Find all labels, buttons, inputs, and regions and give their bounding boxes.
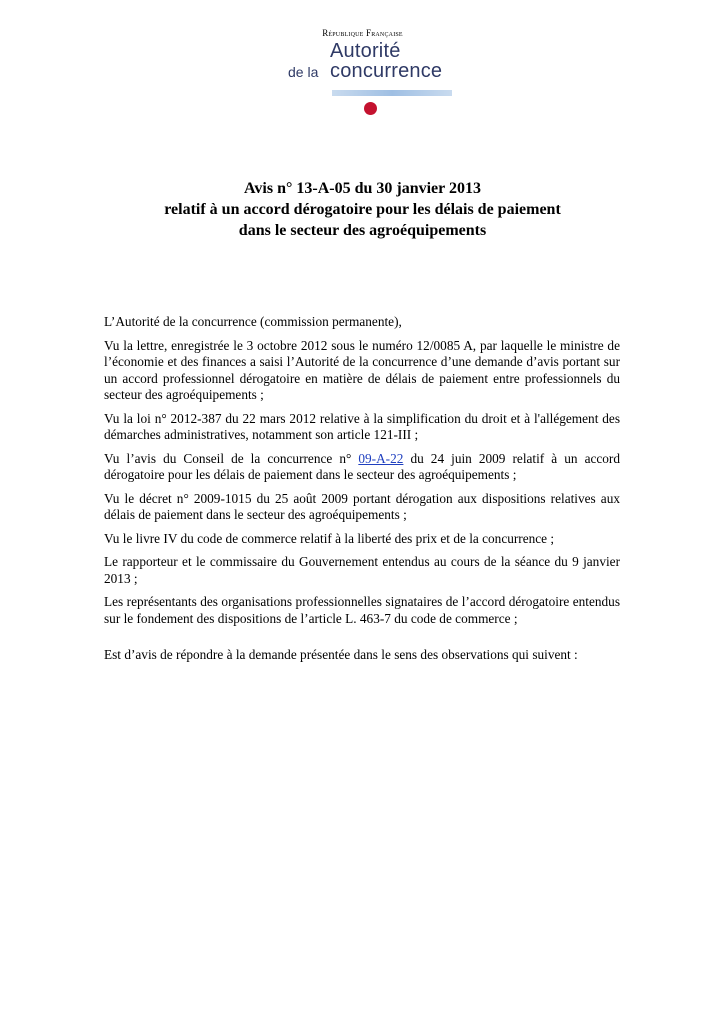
autorite-concurrence-logo — [280, 40, 460, 120]
logo-accent-bar — [332, 90, 452, 96]
document-title — [0, 178, 725, 241]
paragraph-vu-decret: Vu le décret n° 2009-1015 du 25 août 2009 portant dérogation aux dispositions relatives aux délais de paiement dans le secteur des agroéquipements ; — [104, 490, 620, 522]
title-line-2: relatif à un accord dérogatoire pour les délais de paiement — [164, 201, 561, 218]
paragraph-est-d-avis: Est d’avis de répondre à la demande présentée dans le sens des observations qui suivent : — [104, 647, 578, 662]
paragraph-rapporteur: Le rapporteur et le commissaire du Gouvernement entendus au cours de la séance du 9 janvier 2013 ; — [104, 554, 620, 586]
paragraph-vu-loi: Vu la loi n° 2012-387 du 22 mars 2012 relative à la simplification du droit et à l'allégement des démarches administratives, notamment son article 121-III ; — [104, 410, 620, 442]
document-body — [104, 314, 620, 671]
logo-autorite-text: Autorité — [330, 40, 401, 62]
paragraph-autorite: L’Autorité de la concurrence (commission permanente), — [104, 314, 402, 329]
logo-concurrence-text: concurrence — [330, 60, 443, 82]
paragraph-vu-lettre: Vu la lettre, enregistrée le 3 octobre 2012 sous le numéro 12/0085 A, par laquelle le ministre de l’économie et des finances a saisi l’Autorité de la concurrence d’une demande d’avis portant sur un accord professionnel dérogatoire en matière de délais de paiement entre professionnels du secteur des agroéquipements ; — [104, 337, 620, 402]
vu-avis-text-after: du 24 juin 2009 relatif à un accord dérogatoire pour les délais de paiement dans le secteur des agroéquipements ; — [104, 450, 620, 482]
logo-red-dot-icon — [364, 102, 377, 115]
paragraph-vu-avis — [104, 451, 620, 484]
republique-francaise-label: République Française — [322, 28, 403, 38]
paragraph-vu-livre: Vu le livre IV du code de commerce relatif à la liberté des prix et de la concurrence ; — [104, 530, 555, 546]
avis-09-a-22-link[interactable]: 09-A-22 — [358, 450, 404, 466]
vu-avis-text-before: Vu l’avis du Conseil de la concurrence n° — [104, 450, 359, 466]
paragraph-representants: Les représentants des organisations professionnelles signataires de l’accord dérogatoire entendus sur le fondement des dispositions de l’article L. 463-7 du code de commerce ; — [104, 594, 620, 626]
logo-de-la-text: de la — [288, 64, 319, 80]
title-line-3: dans le secteur des agroéquipements — [238, 222, 487, 239]
title-line-1: Avis n° 13-A-05 du 30 janvier 2013 — [244, 180, 481, 197]
